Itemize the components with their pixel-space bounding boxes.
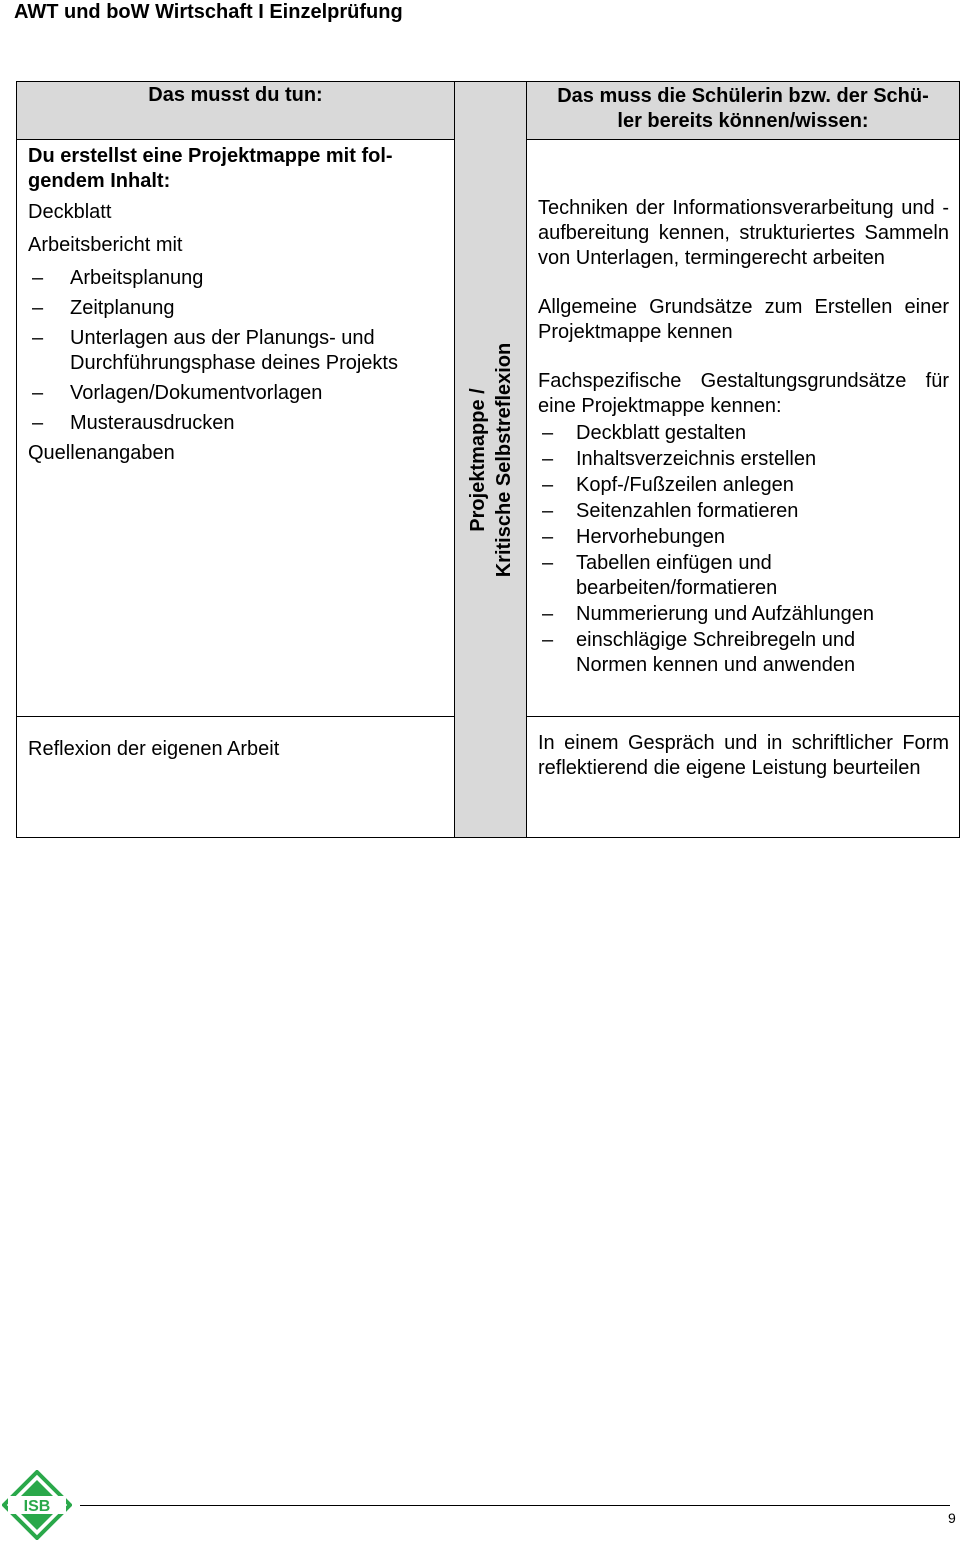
right-reflexion-cell — [527, 717, 960, 838]
document-title: AWT und boW Wirtschaft I Einzelprüfung — [14, 1, 403, 23]
left-intro-line2: gendem Inhalt: — [28, 170, 171, 192]
left-deckblatt: Deckblatt — [28, 201, 112, 223]
right-paragraph-grundsaetze: Allgemeine Grundsätze zum Erstellen einer Projektmappe kennen — [538, 296, 949, 343]
middle-label-line2: Kritische Selbstreflexion — [492, 342, 515, 577]
middle-column — [455, 82, 527, 838]
right-paragraph-techniken: Techniken der Informationsverarbeitung und -aufbereitung kennen, strukturiertes Sammeln von Unterlagen, termingerecht arbeiten — [538, 197, 949, 269]
list-item: – Deckblatt gestalten — [538, 421, 929, 446]
right-item-list — [538, 421, 949, 678]
list-item: – Seitenzahlen formatieren — [538, 499, 929, 524]
middle-rotated-label — [461, 310, 521, 610]
task-table — [16, 81, 960, 838]
left-item-list — [28, 266, 446, 436]
left-reflexion: Reflexion der eigenen Arbeit — [28, 738, 280, 760]
list-item: – einschlägige Schreibregeln und Normen kennen und anwenden — [538, 628, 929, 678]
right-paragraph-fachspezifisch: Fachspezifische Gestaltungsgrundsätze für eine Projektmappe kennen: — [538, 370, 949, 417]
list-item: – Hervorhebungen — [538, 525, 929, 550]
middle-label-line1: Projektmappe / — [466, 387, 489, 532]
list-item: – Inhaltsverzeichnis erstellen — [538, 447, 929, 472]
left-reflexion-cell — [17, 717, 455, 838]
list-item: – Tabellen einfügen und bearbeiten/formatieren — [538, 551, 929, 601]
left-column-header: Das musst du tun: — [17, 82, 455, 140]
list-item: – Vorlagen/Dokumentvorlagen — [28, 381, 446, 406]
left-intro — [28, 144, 446, 194]
right-content-cell — [527, 140, 960, 717]
left-intro-line1: Du erstellst eine Projektmappe mit fol- — [28, 145, 393, 167]
list-item: – Zeitplanung — [28, 296, 446, 321]
right-header-line2: ler bereits können/wissen: — [617, 110, 869, 132]
left-arbeitsbericht: Arbeitsbericht mit — [28, 234, 183, 256]
right-header-line1: Das muss die Schülerin bzw. der Schü- — [557, 85, 929, 107]
list-item: – Arbeitsplanung — [28, 266, 446, 291]
logo-text: ISB — [23, 1498, 51, 1515]
left-quellen: Quellenangaben — [28, 442, 175, 464]
left-content-cell — [17, 140, 455, 717]
right-reflexion: In einem Gespräch und in schriftlicher Form reflektierend die eigene Leistung beurteilen — [538, 732, 949, 779]
page-number: 9 — [948, 1510, 956, 1526]
footer-divider — [80, 1505, 950, 1506]
list-item: – Nummerierung und Aufzählungen — [538, 602, 929, 627]
isb-logo — [2, 1470, 72, 1540]
right-column-header — [527, 82, 960, 140]
list-item: – Musterausdrucken — [28, 411, 446, 436]
list-item: – Kopf-/Fußzeilen anlegen — [538, 473, 929, 498]
list-item: – Unterlagen aus der Planungs- und Durchführungsphase deines Projekts — [28, 326, 446, 376]
